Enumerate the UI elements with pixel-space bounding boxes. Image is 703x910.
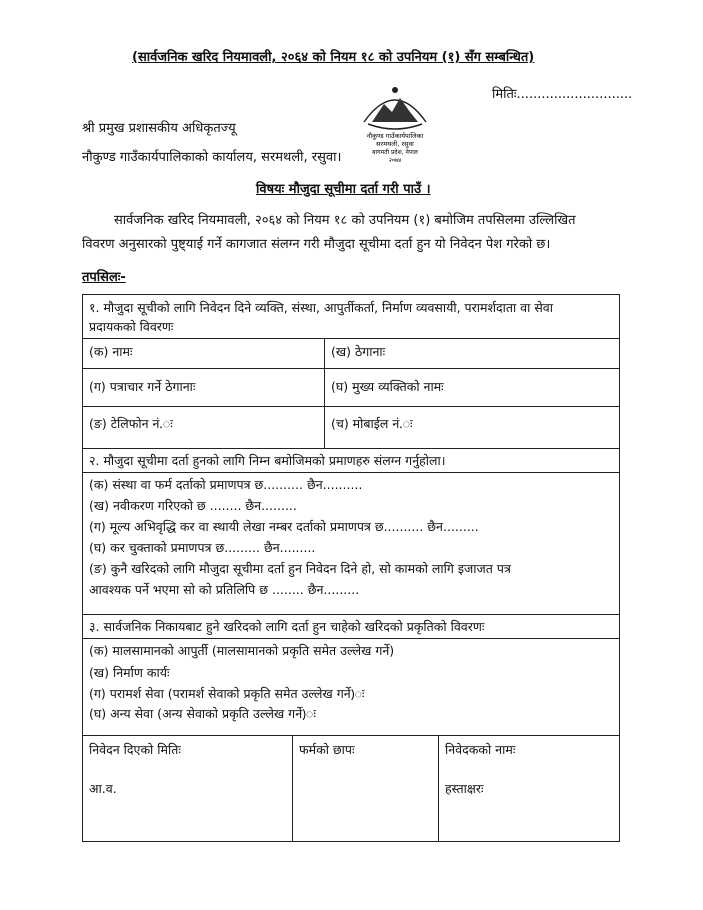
consulting-service-item[interactable]: (ग) परामर्श सेवा (परामर्श सेवाको प्रकृति समेत उल्लेख गर्ने)ः xyxy=(89,686,365,701)
details-heading: तपसिलः- xyxy=(82,270,126,285)
license-copy-item[interactable]: (ङ) कुनै खरिदको लागि मौजुदा सूचीमा दर्ता हुन निवेदन दिने हो, सो कामको लागि इजाजत पत्र xyxy=(89,561,511,576)
tax-clearance-item[interactable]: (घ) कर चुक्ताको प्रमाणपत्र छ......... छैन......... xyxy=(89,540,316,555)
other-service-item[interactable]: (घ) अन्य सेवा (अन्य सेवाको प्रकृति उल्लेख गर्ने)ः xyxy=(89,706,316,721)
table-divider xyxy=(82,472,620,473)
table-divider xyxy=(82,338,620,339)
renewal-item[interactable]: (ख) नवीकरण गरिएको छ ........ छैन......... xyxy=(89,498,297,513)
section2-title: २. मौजुदा सूचीमा दर्ता हुनको लागि निम्न बमोजिमको प्रमाणहरु संलग्न गर्नुहोला। xyxy=(89,453,446,468)
applicant-name-field[interactable]: निवेदकको नामः xyxy=(445,742,516,757)
seal-text-1: नौकुण्ड गाउँकार्यपालिका xyxy=(366,132,424,140)
license-copy-item-continued[interactable]: आवश्यक पर्ने भएमा सो को प्रतिलिपि छ ........ छैन......... xyxy=(89,582,360,597)
section1-title-line2: प्रदायकको विवरणः xyxy=(89,319,174,334)
fiscal-year-field[interactable]: आ.व. xyxy=(89,781,117,796)
table-divider xyxy=(82,735,620,736)
footer-column-divider xyxy=(292,735,293,842)
table-divider xyxy=(82,638,620,639)
application-date-field[interactable]: निवेदन दिएको मितिः xyxy=(89,742,181,757)
mobile-field[interactable]: (च) मोबाईल नं.ः xyxy=(331,416,413,431)
table-divider xyxy=(82,448,620,449)
telephone-field[interactable]: (ङ) टेलिफोन नं.ः xyxy=(89,416,173,431)
seal-text-3: बागमती प्रदेश, नेपाल xyxy=(372,149,418,156)
construction-work-item[interactable]: (ख) निर्माण कार्यः xyxy=(89,665,170,680)
table-column-divider xyxy=(324,338,325,448)
contact-person-field[interactable]: (घ) मुख्य व्यक्तिको नामः xyxy=(331,379,444,394)
subject-line: विषयः मौजुदा सूचीमा दर्ता गरी पाउँ । xyxy=(256,182,431,197)
seal-text-4: २०७४ xyxy=(388,157,402,164)
addressee-title: श्री प्रमुख प्रशासकीय अधिकृतज्यू xyxy=(82,121,236,136)
date-field[interactable]: मितिः............................ xyxy=(492,87,633,102)
table-divider xyxy=(82,368,620,369)
vat-pan-certificate-item[interactable]: (ग) मूल्य अभिवृद्धि कर वा स्थायी लेखा नम्बर दर्ताको प्रमाणपत्र छ.......... छैन......... xyxy=(89,519,479,534)
signature-field[interactable]: हस्ताक्षरः xyxy=(445,781,484,796)
section3-title: ३. सार्वजनिक निकायबाट हुने खरिदको लागि दर्ता हुन चाहेको खरिदको प्रकृतिको विवरणः xyxy=(89,619,485,634)
rule-reference: (सार्वजनिक खरिद नियमावली, २०६४ को नियम १८ को उपनियम (१) सँग सम्बन्धित) xyxy=(132,50,535,65)
section1-title-line1: १. मौजुदा सूचीको लागि निवेदन दिने व्यक्ति, संस्था, आपुर्तीकर्ता, निर्माण व्यवसायी, परामर्शदाता वा सेवा xyxy=(89,300,553,315)
registration-certificate-item[interactable]: (क) संस्था वा फर्म दर्ताको प्रमाणपत्र छ.......... छैन.......... xyxy=(89,477,363,492)
firm-stamp-field[interactable]: फर्मको छापः xyxy=(299,742,355,757)
addressee-office: नौकुण्ड गाउँकार्यपालिकाको कार्यालय, सरमथली, रसुवा। xyxy=(82,150,342,165)
correspondence-address-field[interactable]: (ग) पत्राचार गर्ने ठेगानाः xyxy=(89,379,196,394)
address-field[interactable]: (ख) ठेगानाः xyxy=(331,344,386,359)
body-line-1: सार्वजनिक खरिद नियमावली, २०६४ को नियम १८ को उपनियम (१) बमोजिम तपसिलमा उल्लिखित xyxy=(114,213,576,228)
table-divider xyxy=(82,406,620,407)
office-seal-emblem xyxy=(346,82,444,166)
mountain-emblem-icon xyxy=(364,87,426,129)
name-field[interactable]: (क) नामः xyxy=(89,344,133,359)
body-line-2: विवरण अनुसारको पुष्ट्याई गर्ने कागजात संलग्न गरी मौजुदा सूचीमा दर्ता हुन यो निवेदन पेश गरेको छ। xyxy=(82,237,551,252)
seal-text-2: सरमथली, रसुवा xyxy=(376,140,414,148)
table-divider xyxy=(82,614,620,615)
footer-column-divider xyxy=(438,735,439,842)
goods-supply-item[interactable]: (क) मालसामानको आपुर्ती (मालसामानको प्रकृति समेत उल्लेख गर्ने) xyxy=(89,643,395,658)
